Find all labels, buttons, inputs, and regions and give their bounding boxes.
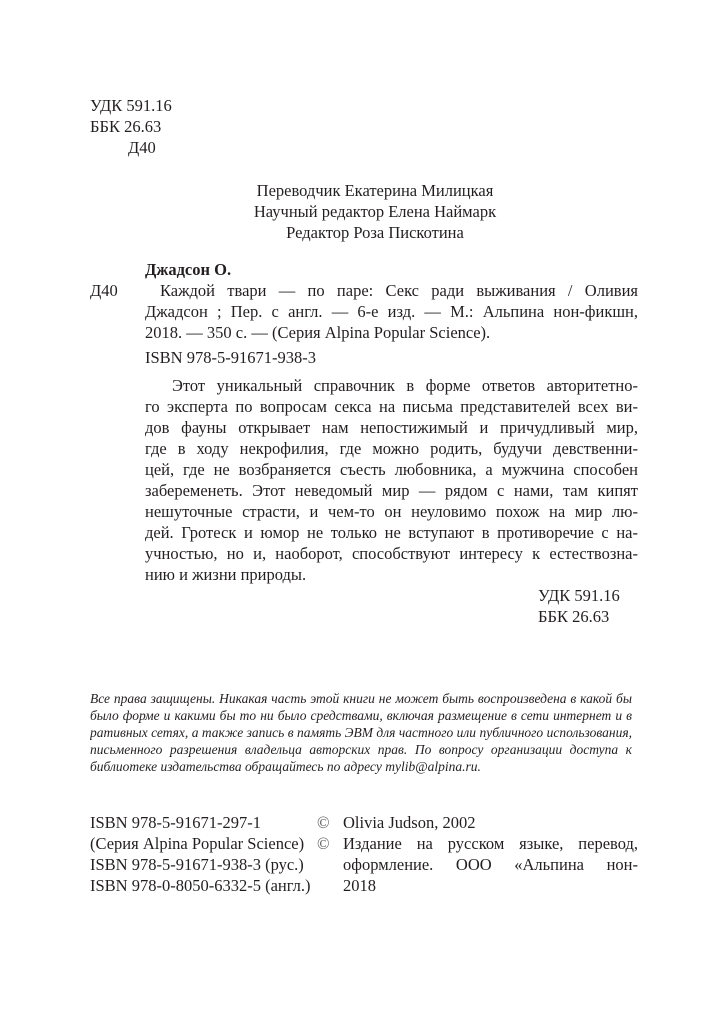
annotation-line: где в ходу некрофилия, где можно родить, будучи девственни- xyxy=(145,439,638,458)
biblio-line: 2018. — 350 с. — (Серия Alpina Popular Science). xyxy=(145,323,491,342)
rights-line: Все права защищены. Никакая часть этой книги не может быть воспроизведена в какой бы xyxy=(90,691,632,706)
annotation-line: учностью, но и, наоборот, способствуют интересу к естествозна- xyxy=(145,544,638,563)
copyright-edition: оформление. ООО «Альпина нон- xyxy=(343,855,638,874)
biblio-isbn: ISBN 978-5-91671-938-3 xyxy=(145,348,316,367)
editor: Редактор Роза Пискотина xyxy=(286,223,464,242)
rights-line: было форме и какими бы то ни было средствами, включая размещение в сети интернет и в xyxy=(90,708,632,723)
udk-code: УДК 591.16 xyxy=(90,96,172,115)
copyright-edition: Издание на русском языке, перевод, xyxy=(343,834,638,853)
translator: Переводчик Екатерина Милицкая xyxy=(256,181,494,200)
science-editor: Научный редактор Елена Наймарк xyxy=(253,202,497,221)
annotation-line: Этот уникальный справочник в форме ответов авторитетно- xyxy=(172,376,638,395)
copyright-symbol: © xyxy=(317,834,330,853)
biblio-code: Д40 xyxy=(90,281,118,300)
isbn-line: (Серия Alpina Popular Science) xyxy=(90,834,305,853)
annotation-line: нию и жизни природы. xyxy=(145,565,307,584)
annotation-line: нешуточные страсти, и чем-то он неуловимо похож на мир лю- xyxy=(145,502,638,521)
isbn-line: ISBN 978-0-8050-6332-5 (англ.) xyxy=(90,876,311,895)
rights-line: письменного разрешения владельца авторских прав. По вопросу организации доступа к xyxy=(90,742,632,757)
biblio-line: Каждой твари — по паре: Секс ради выживания / Оливия xyxy=(160,281,638,300)
author-mark: Д40 xyxy=(128,138,156,157)
copyright-author: Olivia Judson, 2002 xyxy=(343,813,476,832)
annotation-line: дов фауны открывает нам непостижимый и причудливый мир, xyxy=(145,418,638,437)
rights-line: ративных сетях, а также запись в память ЭВМ для частного или публичного использования, xyxy=(90,725,632,740)
biblio-line: Джадсон ; Пер. с англ. — 6-е изд. — М.: Альпина нон-фикшн, xyxy=(145,302,638,321)
rights-line: библиотеке издательства обращайтесь по адресу mylib@alpina.ru. xyxy=(90,759,481,774)
copyright-edition: 2018 xyxy=(343,876,376,895)
annotation-line: дей. Гротеск и юмор не только не вступают в противоречие с на- xyxy=(145,523,638,542)
biblio-author: Джадсон О. xyxy=(145,260,232,279)
copyright-symbol: © xyxy=(317,813,330,832)
annotation-line: цей, где не возбраняется съесть любовника, а мужчина способен xyxy=(145,460,638,479)
isbn-line: ISBN 978-5-91671-297-1 xyxy=(90,813,261,832)
bbk-code: ББК 26.63 xyxy=(90,117,162,136)
annotation-line: забеременеть. Этот неведомый мир — рядом с нами, там кипят xyxy=(145,481,638,500)
footer-bbk: ББК 26.63 xyxy=(538,607,610,626)
footer-udk: УДК 591.16 xyxy=(538,586,620,605)
isbn-line: ISBN 978-5-91671-938-3 (рус.) xyxy=(90,855,304,874)
annotation-line: го эксперта по вопросам секса на письма представителей всех ви- xyxy=(145,397,638,416)
